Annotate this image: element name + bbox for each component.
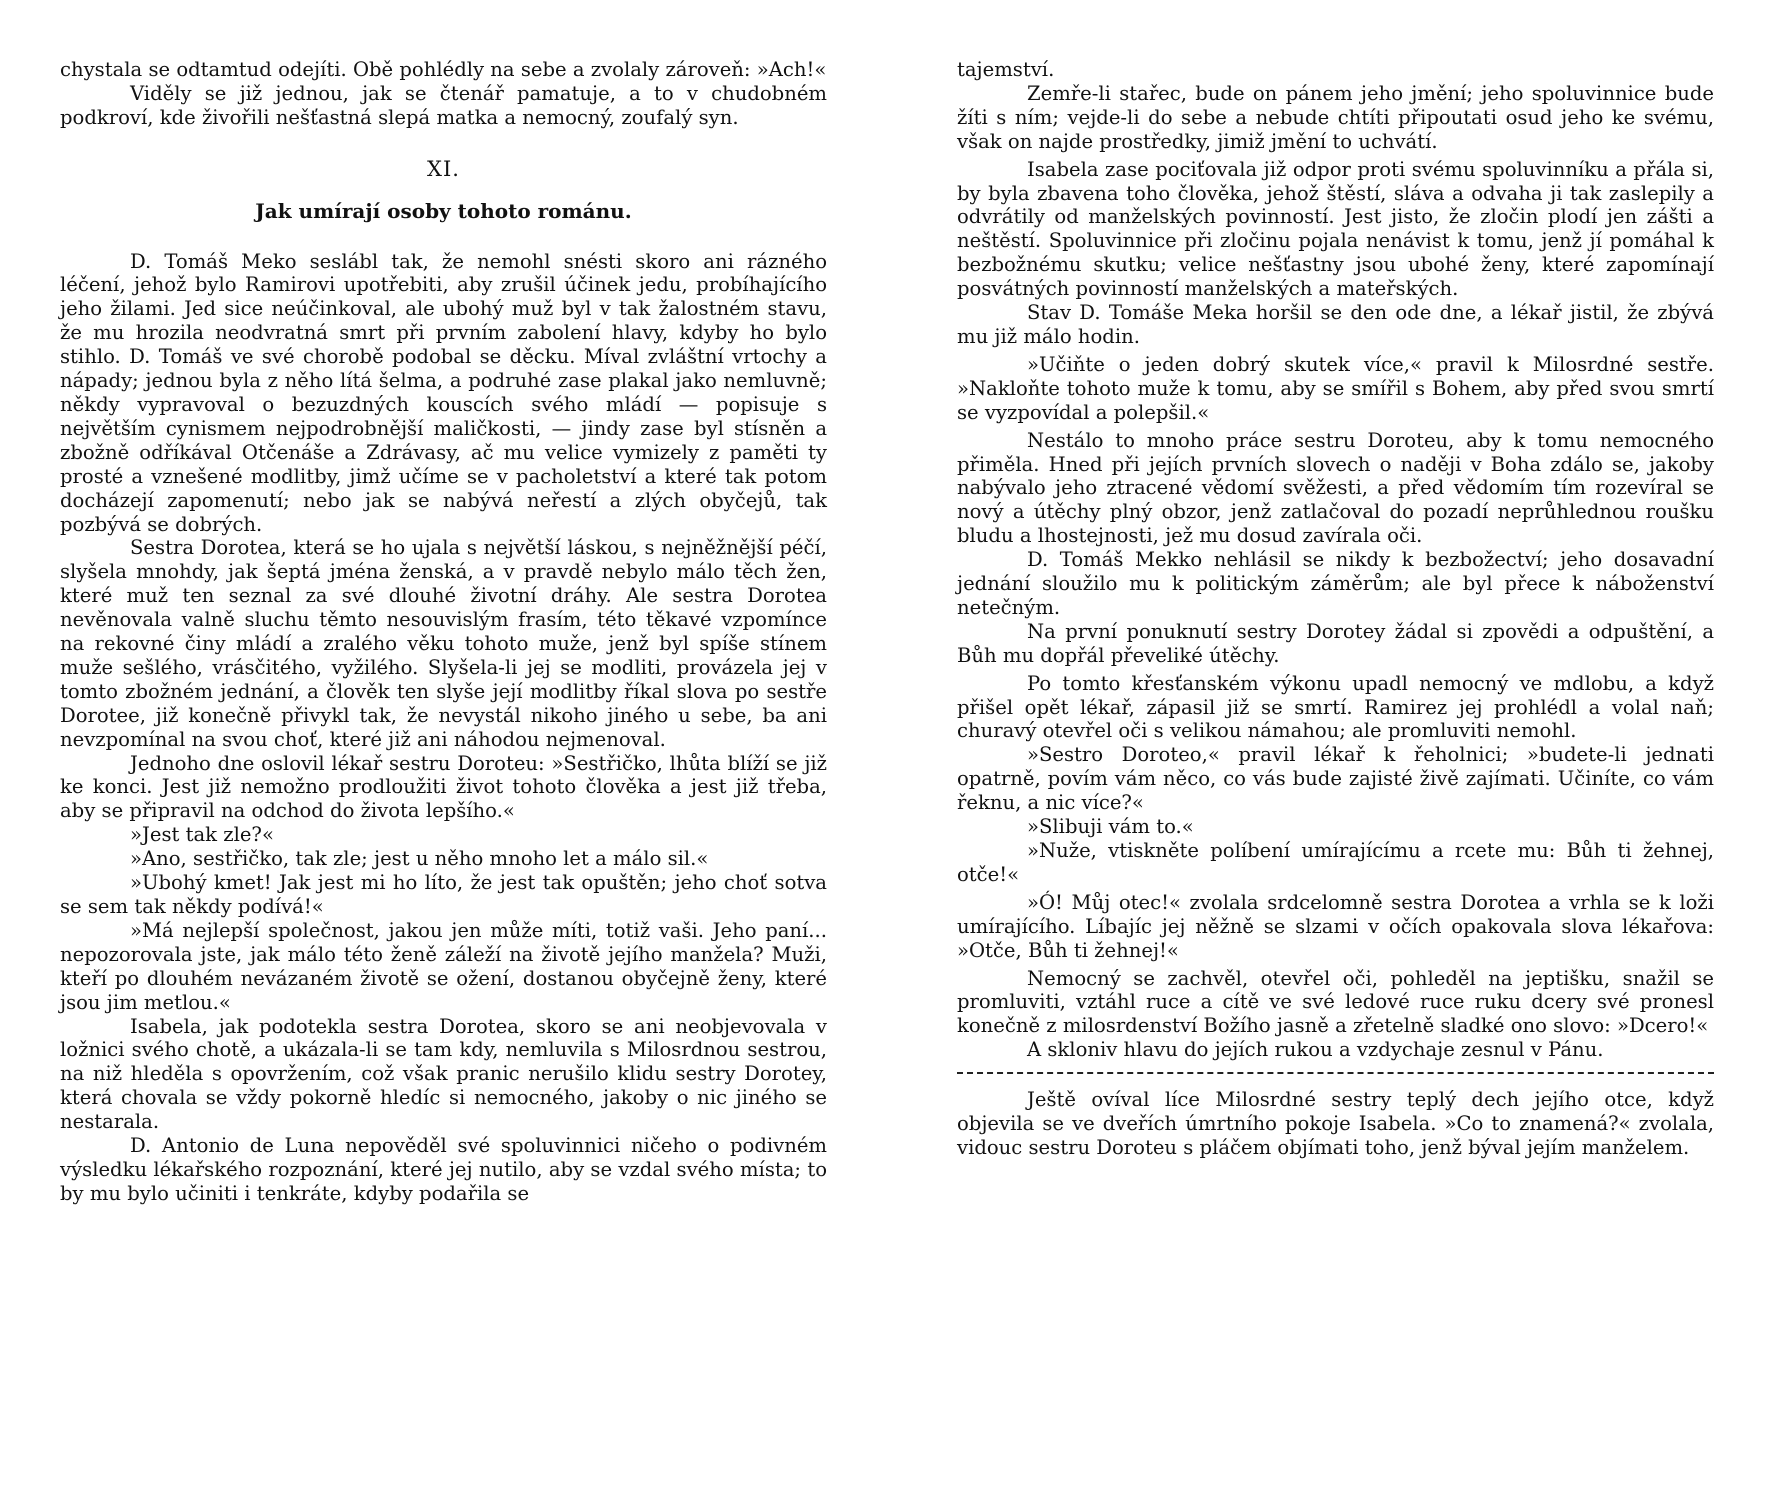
paragraph: D. Tomáš Mekko nehlásil se nikdy k bezbožectví; jeho dosavadní jednání sloužilo mu k politickým záměrům; ale byl přece k náboženství netečným. xyxy=(957,548,1714,619)
paragraph: D. Tomáš Meko seslábl tak, že nemohl snésti skoro ani rázného léčení, jehož bylo Ramirovi upotřebiti, aby zrušil účinek jedu, probíhajícího jeho žilami. Jed sice neúčinkoval, ale ubohý muž byl v tak žalostném stavu, že mu hrozila neodvratná smrt při prvním zabolení hlavy, kdyby ho bylo stihlo. D. Tomáš ve své chorobě podobal se děcku. Míval zvláštní vrtochy a nápady; jednou byla z něho lítá šelma, a podruhé zase plakal jako nemluvně; někdy vypravoval o bezuzdných kouscích svého mládí — popisuje s největším cynismem nejpodrobnější maličkosti, — jindy zase byl stísněn a zbožně odříkával Otčenáše a Zdrávasy, ač mu velice vymizely z paměti ty prosté a vznešené modlitby, jimž učíme se v pacholetství a které tak potom docházejí zapomenutí; nebo jak se nabývá neřestí a zlých obyčejů, tak pozbývá se dobrých. xyxy=(60,249,827,536)
paragraph: »Má nejlepší společnost, jakou jen může míti, totiž vaši. Jeho paní... nepozorovala jste, jak málo této ženě záleží na životě jejího manžela? Muži, kteří po dlouhém nevázaném životě se ožení, dostanou obyčejně ženy, které jsou jim metlou.« xyxy=(60,918,827,1014)
paragraph: »Ano, sestřičko, tak zle; jest u něho mnoho let a málo sil.« xyxy=(130,847,709,871)
paragraph: »Ó! Můj otec!« zvolala srdcelomně sestra Dorotea a vrhla se k loži umírajícího. Líbajíc jej něžně se slzami v očích opakovala slova lékařova: »Otče, Bůh ti žehnej!« xyxy=(957,890,1714,962)
paragraph: »Slibuji vám to.« xyxy=(1027,815,1194,839)
paragraph: Stav D. Tomáše Meka horšil se den ode dne, a lékař jistil, že zbývá mu již málo hodin. xyxy=(957,301,1714,348)
chapter-number: XI. xyxy=(427,156,460,181)
section-divider xyxy=(957,1072,1714,1074)
paragraph: »Ubohý kmet! Jak jest mi ho líto, že jest tak opuštěn; jeho choť sotva se sem tak někdy podívá!« xyxy=(60,871,827,918)
paragraph: Nemocný se zachvěl, otevřel oči, pohleděl na jeptišku, snažil se promluviti, vztáhl ruce a cítě ve své ledové ruce ruku dcery své pronesl konečně z milosrdenství Božího jasně a zřetelně sladké ono slovo: »Dcero!« xyxy=(957,966,1714,1038)
paragraph: »Sestro Doroteo,« pravil lékař k řeholnici; »budete-li jednati opatrně, povím vám něco, co vás bude zajisté živě zajímati. Učiníte, co vám řeknu, a nic více?« xyxy=(957,743,1714,815)
paragraph: Nestálo to mnoho práce sestru Doroteu, aby k tomu nemocného přiměla. Hned při jejích prvních slovech o naději v Boha zdálo se, jakoby nabývalo jeho ztracené vědomí svěžesti, a před vědomím tím rozevíral se nový a útěchy plný obzor, jenž zatlačoval do pozadí neprůhlednou roušku bludu a lhostejnosti, jež mu dosud zavírala oči. xyxy=(957,428,1714,548)
left-intro-paragraph: Viděly se již jednou, jak se čtenář pamatuje, a to v chudobném podkroví, kde živořili nešťastná slepá matka a nemocný, zoufalý syn. xyxy=(60,81,827,129)
paragraph: Jednoho dne oslovil lékař sestru Doroteu: »Sestřičko, lhůta blíží se již ke konci. Jest již nemožno prodloužiti život tohoto člověka a jest již třeba, aby se připravil na odchod do života lepšího.« xyxy=(60,751,827,823)
paragraph: D. Antonio de Luna nepověděl své spoluvinnici ničeho o podivném výsledku lékařského rozpoznání, které jej nutilo, aby se vzdal svého místa; to by mu bylo učiniti i tenkráte, kdyby podařila se xyxy=(60,1134,827,1205)
paragraph: Isabela zase pociťovala již odpor proti svému spoluvinníku a přála si, by byla zbavena toho člověka, jehož štěstí, sláva a odvaha ji tak zaslepily a odvrátily od manželských povinností. Jest jisto, že zločin plodí jen zášti a neštěstí. Spoluvinnice při zločinu pojala nenávist k tomu, jenž jí pomáhal k bezbožnému skutku; velice nešťastny jsou ubohé ženy, které zapomínají posvátných povinností manželských a mateřských. xyxy=(957,157,1714,301)
paragraph: Ještě ovíval líce Milosrdné sestry teplý dech jejího otce, když objevila se ve dveřích úmrtního pokoje Isabela. »Co to znamená?« zvolala, vidouc sestru Doroteu s pláčem objímati toho, jenž býval jejím manželem. xyxy=(957,1088,1714,1159)
paragraph: A skloniv hlavu do jejích rukou a vzdychaje zesnul v Pánu. xyxy=(1027,1038,1604,1062)
paragraph: Po tomto křesťanském výkonu upadl nemocný ve mdlobu, a když přišel opět lékař, zápasil již se smrtí. Ramirez jej prohlédl a volal naň; churavý otevřel oči s velikou námahou; ale promluviti nemohl. xyxy=(957,671,1714,743)
left-page xyxy=(60,58,827,1206)
paragraph: Sestra Dorotea, která se ho ujala s největší láskou, s nejněžnější péčí, slyšela mnohdy, jak šeptá jména ženská, a v pravdě nebylo málo těch žen, které muž ten seznal za své dlouhé životní dráhy. Ale sestra Dorotea nevěnovala valně sluchu těmto nesouvislým frasím, této těkavé vzpomínce na rekovné činy mládí a zralého věku tohoto muže, jenž byl spíše stínem muže sešlého, vrásčitého, vyžilého. Slyšela-li jej se modliti, provázela jej v tomto zbožném jednání, a člověk ten slyše její modlitby říkal slova po sestře Dorotee, již konečně přivykl tak, že nevystál nikoho jiného u sebe, ba ani nevzpomínal na svou choť, které již ani náhodou nejmenoval. xyxy=(60,536,827,751)
paragraph: Isabela, jak podotekla sestra Dorotea, skoro se ani neobjevovala v ložnici svého chotě, a ukázala-li se tam kdy, nemluvila s Milosrdnou sestrou, na niž hleděla s opovržením, což však pranic nerušilo klidu sestry Dorotey, která chovala se vždy pokorně hledíc si nemocného, jakoby o nic jiného se nestarala. xyxy=(60,1014,827,1134)
right-page xyxy=(957,58,1714,1160)
paragraph: Zemře-li stařec, bude on pánem jeho jmění; jeho spoluvinnice bude žíti s ním; vejde-li do sebe a nebude chtíti připoutati osud jeho ke svému, však on najde prostředky, jimiž jmění to uchvátí. xyxy=(957,81,1714,153)
paragraph: »Nuže, vtiskněte políbení umírajícímu a rcete mu: Bůh ti žehnej, otče!« xyxy=(957,839,1714,886)
paragraph: »Učiňte o jeden dobrý skutek více,« pravil k Milosrdné sestře. »Nakloňte tohoto muže k tomu, aby se smířil s Bohem, aby před svou smrtí se vyzpovídal a polepšil.« xyxy=(957,352,1714,424)
chapter-title: Jak umírají osoby tohoto románu. xyxy=(255,198,632,223)
right-lead: tajemství. xyxy=(957,58,1055,81)
left-intro-continuation: chystala se odtamtud odejíti. Obě pohlédly na sebe a zvolaly zároveň: »Ach!« xyxy=(60,58,827,81)
paragraph: Na první ponuknutí sestry Dorotey žádal si zpovědi a odpuštění, a Bůh mu dopřál převeliké útěchy. xyxy=(957,619,1714,667)
paragraph: »Jest tak zle?« xyxy=(130,823,274,847)
